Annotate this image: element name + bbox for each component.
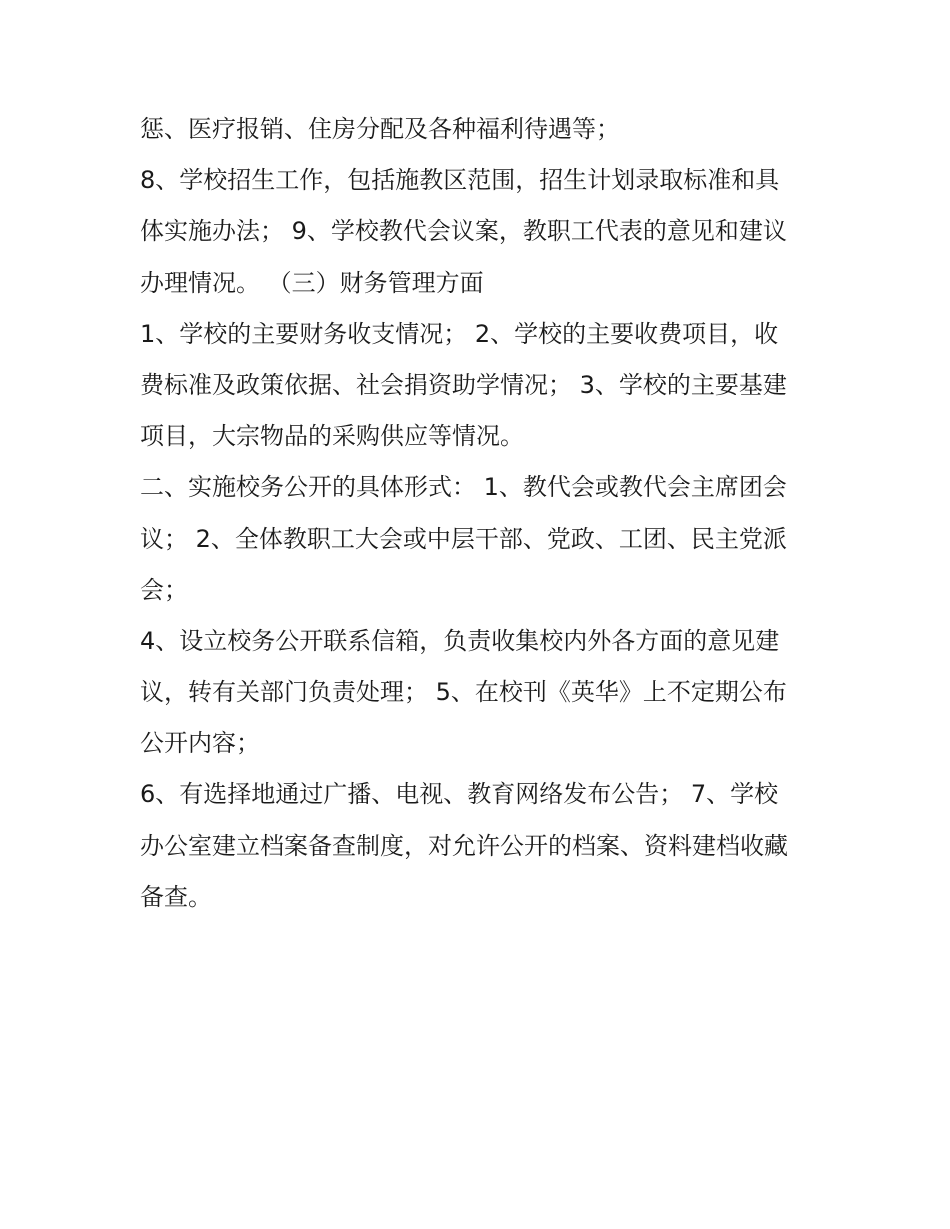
text-line: 议，转有关部门负责处理； 5、在校刊《英华》上不定期公布 [140,678,787,707]
text-line: 惩、医疗报销、住房分配及各种福利待遇等； [140,115,620,143]
text-line: 4、设立校务公开联系信箱，负责收集校内外各方面的意见建 [140,626,780,655]
text-line: 办理情况。 （三）财务管理方面 [140,268,484,297]
text-line: 办公室建立档案备查制度，对允许公开的档案、资料建档收藏 [140,831,788,860]
text-line: 议； 2、全体教职工大会或中层干部、党政、工团、民主党派 [140,524,787,553]
text-line: 项目，大宗物品的采购供应等情况。 [140,422,524,451]
text-line: 费标准及政策依据、社会捐资助学情况； 3、学校的主要基建 [140,370,787,399]
text-line: 8、学校招生工作，包括施教区范围，招生计划录取标准和具 [140,166,780,195]
text-line: 6、有选择地通过广播、电视、教育网络发布公告； 7、学校 [140,780,779,809]
document-body [140,104,820,923]
text-line: 二、实施校务公开的具体形式： 1、教代会或教代会主席团会 [140,473,787,502]
text-line: 1、学校的主要财务收支情况； 2、学校的主要收费项目，收 [140,319,779,348]
text-line: 备查。 [140,882,212,911]
text-line: 会； [140,575,188,604]
text-line: 公开内容； [140,729,260,758]
text-line: 体实施办法； 9、学校教代会议案，教职工代表的意见和建议 [140,217,787,246]
